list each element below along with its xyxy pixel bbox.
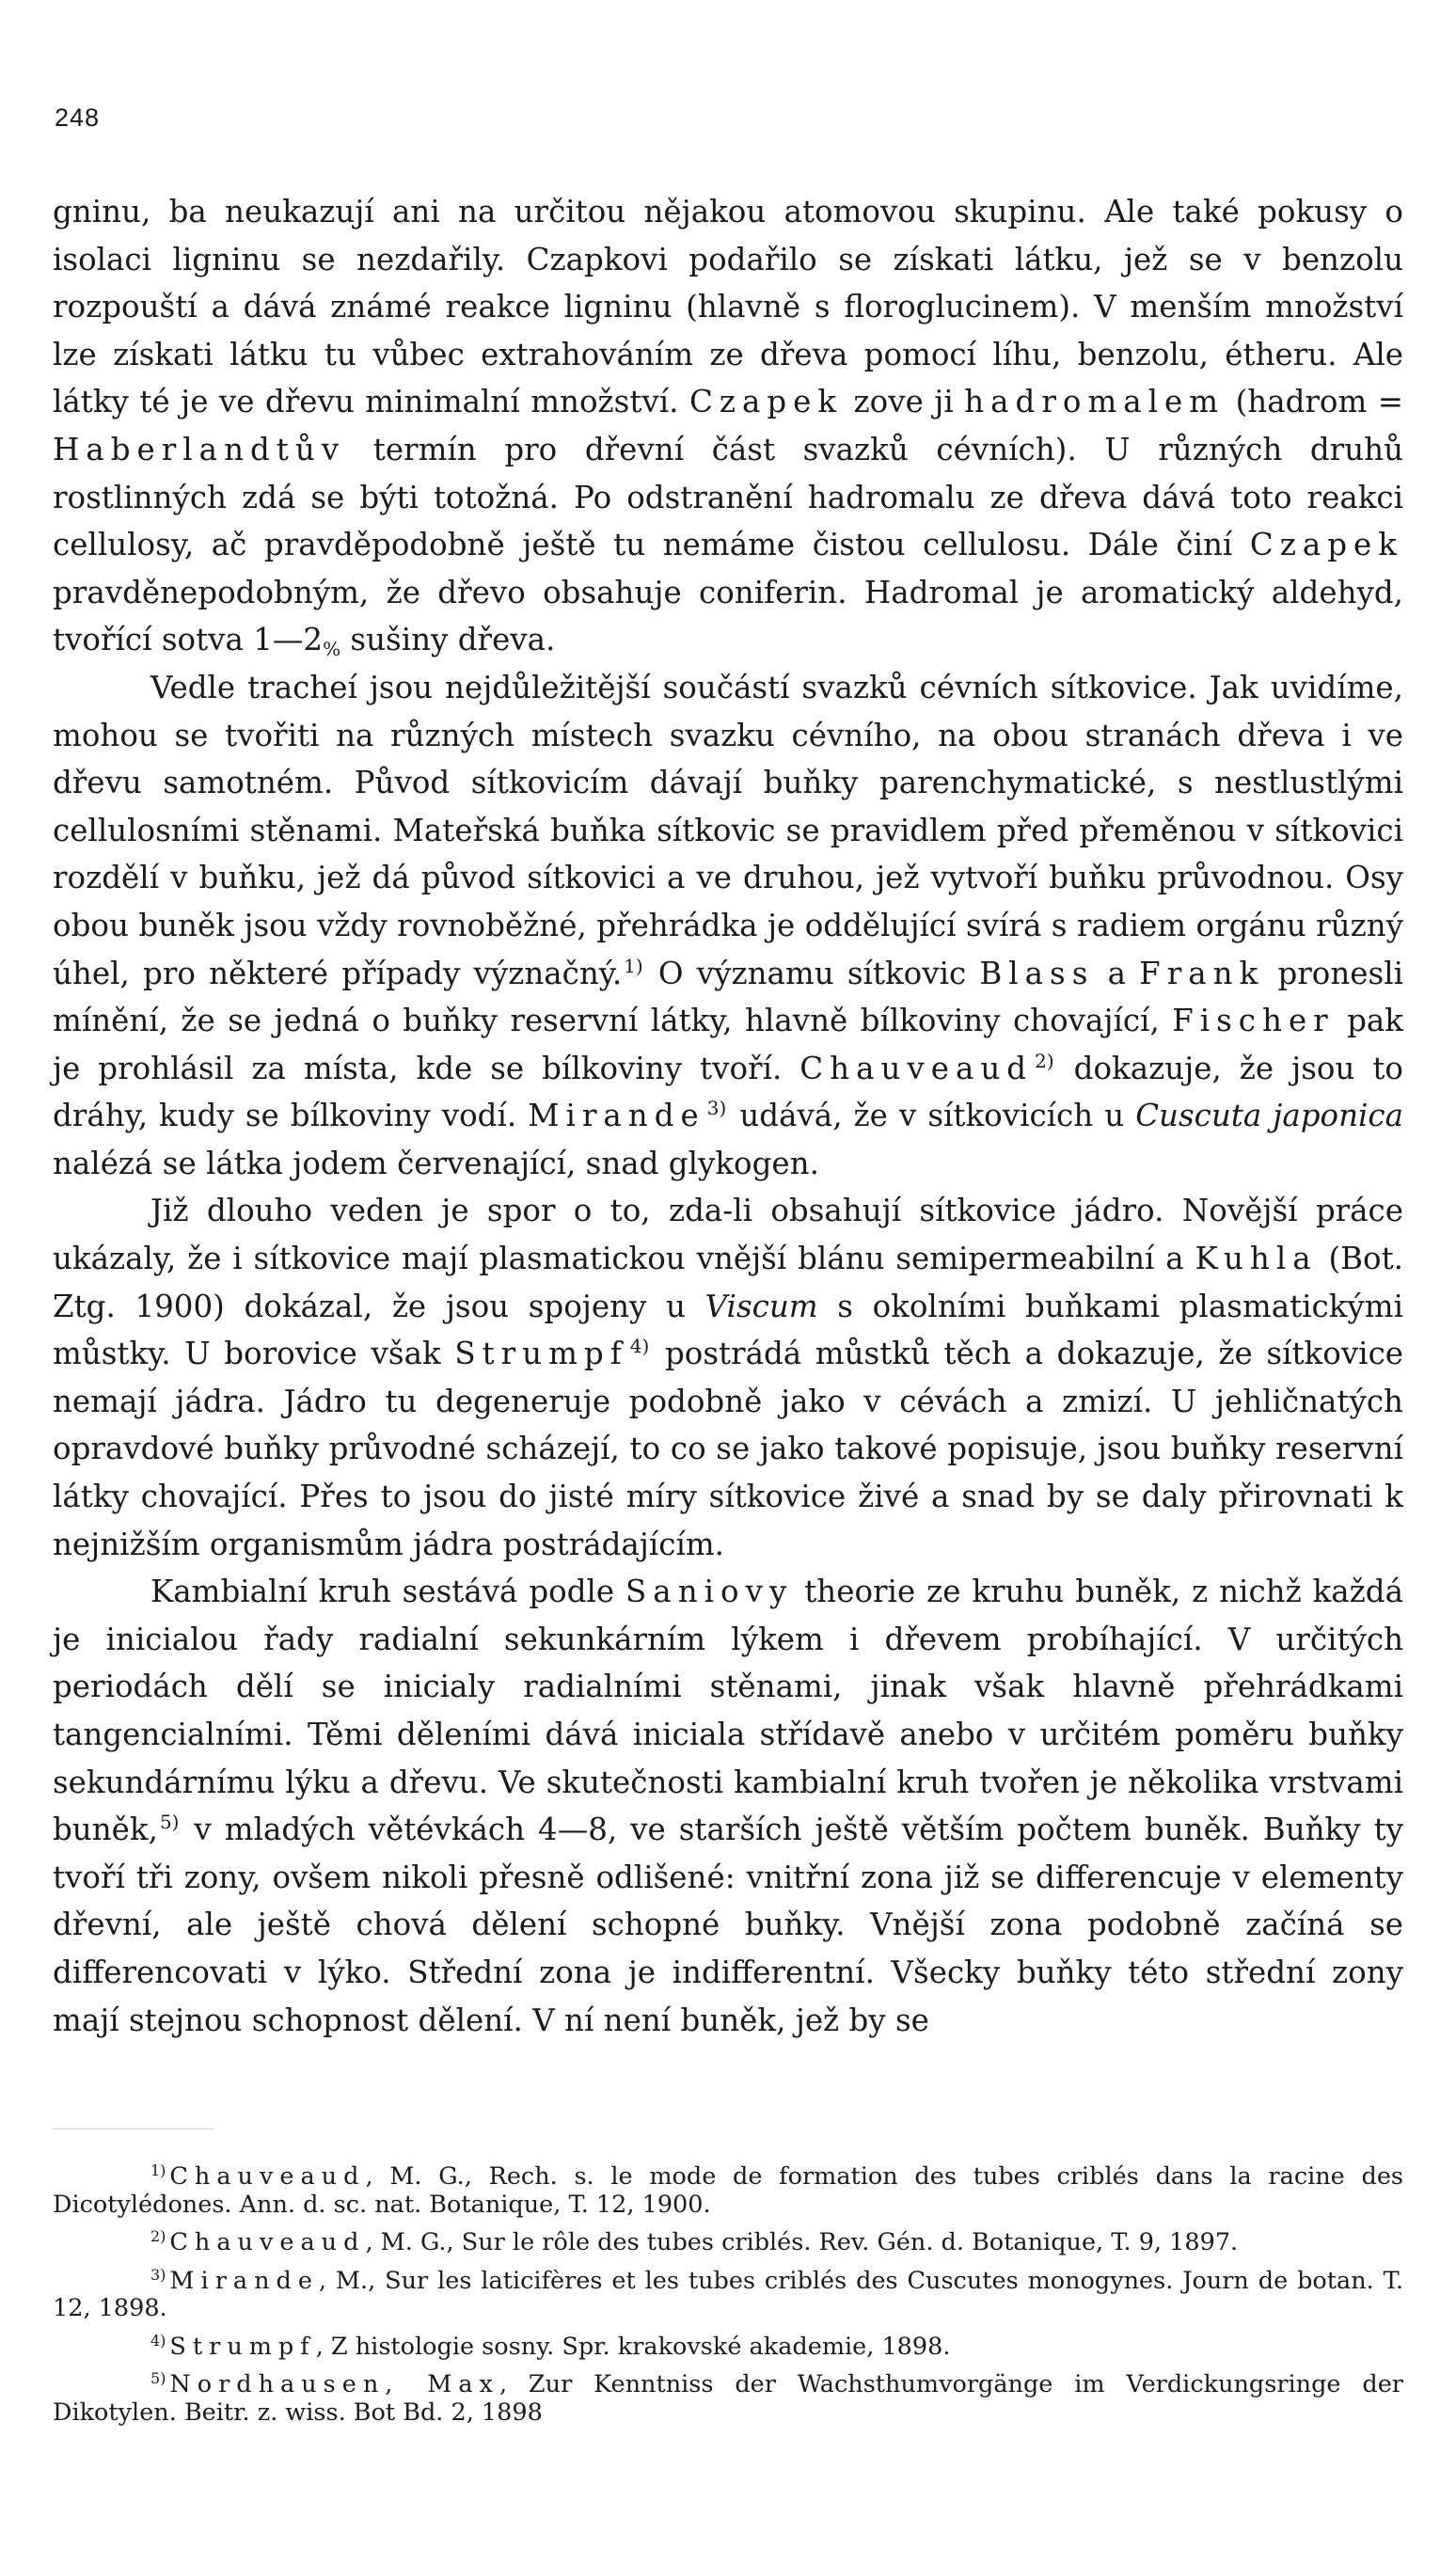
text-run: zove ji	[843, 384, 965, 420]
footnote-mark: 2)	[150, 2227, 166, 2245]
text-run: gninu, ba neukazují ani na určitou nějakou atomovou skupinu. Ale také pokusy o isolaci ligninu se nezdařily. Czapkovi podařilo se získati látku, jež se v benzolu rozpouští a dává známé reakce ligninu (hlavně s floroglucinem). V menším množství lze získati látku tu vůbec extrahováním ze dřeva pomocí líhu, benzolu, étheru. Ale látky té je ve dřevu minimalní množství.	[53, 194, 1403, 420]
text-run: (Bot. Ztg. 1900) dokázal, že jsou spojeny u	[53, 1241, 1403, 1324]
footnote-text: , M., Sur les laticifères et les tubes criblés des Cuscutes monogynes. Journ de botan. T. 12, 1898.	[53, 2266, 1403, 2322]
spaced-name: Mirande	[528, 1098, 705, 1134]
footnote-author: Chauveaud	[169, 2162, 366, 2191]
footnote	[53, 2229, 1403, 2257]
footnote	[53, 2163, 1403, 2219]
spaced-name: Frank	[1139, 955, 1265, 991]
footnote-mark: 3)	[150, 2265, 166, 2284]
footnote-mark: 4)	[150, 2331, 166, 2350]
spaced-name: Saniovy	[625, 1574, 794, 1610]
footnote-ref: 2)	[1035, 1049, 1054, 1072]
text-run: Již dlouho veden je spor o to, zda-li obsahují sítkovice jádro. Novější práce ukázaly, že i sítkovice mají plasmatickou vnější blánu semipermeabilní a	[53, 1193, 1403, 1277]
text-run: nalézá se látka jodem červenající, snad glykogen.	[53, 1145, 819, 1181]
paragraph	[53, 188, 1403, 664]
footnote-author: Nordhausen, Max	[169, 2370, 499, 2398]
text-run: (hadrom =	[1225, 384, 1403, 420]
italic-term: Cuscuta japonica	[1135, 1098, 1403, 1134]
italic-term: Viscum	[704, 1288, 818, 1324]
footnote-mark: 1)	[150, 2161, 166, 2179]
footnote-text: , Zur Kenntniss der Wachsthumvorgänge im Verdickungsringe der Dikotylen. Beitr. z. wiss. Bot Bd. 2, 1898	[53, 2370, 1403, 2427]
spaced-name: Czapek	[688, 384, 844, 420]
text-run: a	[1094, 955, 1140, 991]
text-run: v mladých větévkách 4—8, ve starších ještě větším počtem buněk. Buňky ty tvoří tři zony, ovšem nikoli přesně odlišené: vnitřní zona již se differencuje v elementy dřevní, ale ještě chová dělení schopné buňky. Vnější zona podobně začíná se differencovati v lýko. Střední zona je indifferentní. Všecky buňky této střední zony mají stejnou schopnost dělení. V ní není buněk, jež by se	[53, 1812, 1403, 2038]
spaced-name: Strumpf	[454, 1336, 628, 1372]
spaced-name: Fischer	[1172, 1003, 1335, 1039]
paragraph	[53, 1568, 1403, 2044]
footnote-text: , Z histologie sosny. Spr. krakovské akademie, 1898.	[315, 2332, 951, 2361]
footnote	[53, 2331, 1403, 2362]
footnote-text: , M. G., Rech. s. le mode de formation des tubes criblés dans la racine des Dicotylédones. Ann. d. sc. nat. Botanique, T. 12, 1900.	[53, 2162, 1403, 2219]
spaced-name: Chauveaud	[799, 1050, 1034, 1086]
text-run: pravděnepodobným, že dřevo obsahuje coniferin. Hadromal je aromatický aldehyd, tvořící sotva 1—2	[53, 574, 1403, 658]
spaced-name: hadromalem	[964, 384, 1226, 420]
footnote-author: Strumpf	[169, 2332, 316, 2361]
percent-sign: %	[323, 638, 341, 661]
text-run: postrádá můstků těch a dokazuje, že sítkovice nemají jádra. Jádro tu degeneruje podobně jako v cévách a zmizí. U jehličnatých opravdové buňky průvodné scházejí, to co se jako takové popisuje, jsou buňky reservní látky chovající. Přes to jsou do jisté míry sítkovice živé a snad by se daly přirovnati k nejnižším organismům jádra postrádajícím.	[53, 1336, 1404, 1562]
text-run: Vedle tracheí jsou nejdůležitější součástí svazků cévních sítkovice. Jak uvidíme, mohou se tvořiti na různých místech svazku cévního, na obou stranách dřeva i ve dřevu samotném. Původ sítkovicím dávají buňky parenchymatické, s nestlustlými cellulosními stěnami. Mateřská buňka sítkovic se pravidlem před přeměnou v sítkovici rozdělí v buňku, jež dá původ sítkovici a ve druhou, jež vytvoří buňku průvodnou. Osy obou buněk jsou vždy rovnoběžné, přehrádka je oddělující svírá s radiem orgánu různý úhel, pro některé případy význačný.	[53, 669, 1403, 991]
text-run: Kambialní kruh sestává podle	[150, 1574, 626, 1610]
footnote	[53, 2371, 1403, 2427]
footnote-ref: 4)	[629, 1335, 650, 1358]
text-run: O významu sítkovic	[644, 955, 980, 991]
text-run: pak je prohlásil za místa, kde se bílkoviny tvoří.	[53, 1003, 1403, 1086]
footnotes	[53, 2163, 1403, 2437]
text-run: theorie ze kruhu buněk, z nichž každá je inicialou řady radialní sekunkárním lýkem i dřevem probíhající. V určitých periodách dělí se inicialy radialními stěnami, jinak však hlavně přehrádkami tangencialními. Těmi děleními dává iniciala střídavě anebo v určitém poměru buňky sekundárnímu lýku a dřevu. Ve skutečnosti kambialní kruh tvořen je několika vrstvami buněk,	[53, 1574, 1403, 1848]
spaced-name: Czapek	[1249, 527, 1403, 563]
footnote-mark: 5)	[150, 2369, 166, 2387]
text-run: termín pro dřevní část svazků cévních). U různých druhů rostlinných zdá se býti totožná. Po odstranění hadromalu ze dřeva dává toto reakci cellulosy, ač pravděpodobně ještě tu nemáme čistou cellulosu. Dále činí	[53, 431, 1403, 563]
paragraph	[53, 1187, 1403, 1568]
footnote-author: Chauveaud	[169, 2228, 366, 2256]
text-run: s okolními buňkami plasmatickými můstky. U borovice však	[53, 1288, 1403, 1372]
footnote-author: Mirande	[169, 2266, 319, 2295]
text-run: udává, že v sítkovicích u	[728, 1098, 1136, 1134]
paragraph	[53, 664, 1403, 1188]
spaced-name: Kuhla	[1195, 1241, 1318, 1277]
footnote	[53, 2265, 1403, 2323]
text-run: dokazuje, že jsou to dráhy, kudy se bílkoviny vodí.	[53, 1050, 1403, 1134]
spaced-name: Blass	[979, 955, 1095, 991]
page-number: 248	[55, 103, 101, 132]
text-run: sušiny dřeva.	[340, 622, 556, 658]
footnote-ref: 1)	[624, 954, 643, 977]
spaced-name: Haberlandtův	[53, 431, 346, 467]
text-run: pronesli mínění, že se jedná o buňky reservní látky, hlavně bílkoviny chovající,	[53, 955, 1403, 1039]
body-text	[53, 188, 1403, 2044]
footnote-ref: 5)	[159, 1811, 180, 1834]
footnote-ref: 3)	[706, 1097, 727, 1120]
footnote-text: , M. G., Sur le rôle des tubes criblés. Rev. Gén. d. Botanique, T. 9, 1897.	[365, 2228, 1239, 2256]
